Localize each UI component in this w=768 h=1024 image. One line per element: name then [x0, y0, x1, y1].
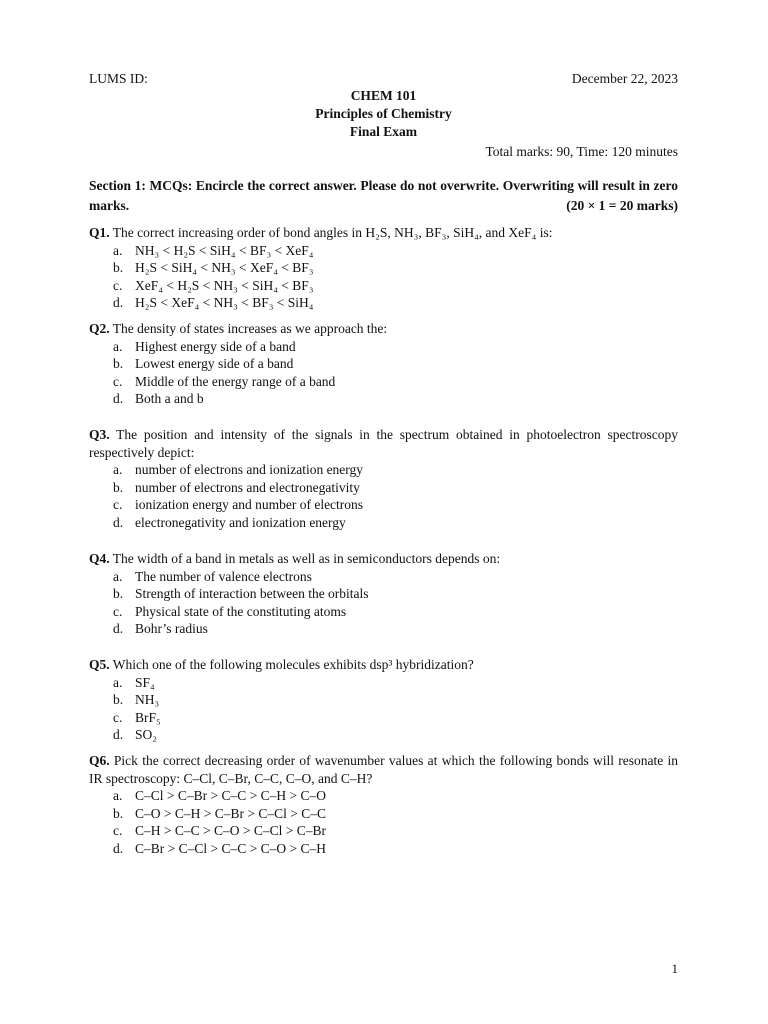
option-text: number of electrons and ionization energy — [135, 462, 364, 478]
option-a[interactable] — [89, 338, 678, 356]
option-a[interactable] — [89, 674, 678, 692]
option-c[interactable] — [89, 373, 678, 391]
total-marks-time: Total marks: 90, Time: 120 minutes — [485, 144, 678, 159]
option-label: a. — [113, 242, 123, 258]
option-label: a. — [113, 338, 123, 354]
option-label: c. — [113, 709, 123, 725]
option-b[interactable] — [89, 479, 678, 497]
section-heading — [89, 176, 678, 216]
option-label: d. — [113, 295, 124, 311]
question-6 — [89, 752, 678, 858]
question-stem — [89, 550, 678, 568]
option-list — [89, 338, 678, 408]
question-stem — [89, 752, 678, 787]
option-text: BrF₅ — [135, 709, 161, 725]
option-text: NH₃ < H₂S < SiH₄ < BF₃ < XeF₄ — [135, 242, 314, 258]
option-a[interactable] — [89, 568, 678, 586]
option-b[interactable] — [89, 355, 678, 373]
option-label: b. — [113, 692, 124, 708]
option-text: Middle of the energy range of a band — [135, 373, 336, 389]
option-label: c. — [113, 497, 123, 513]
option-label: b. — [113, 356, 124, 372]
exam-title: Final Exam — [349, 124, 418, 139]
option-text: C–Br > C–Cl > C–C > C–O > C–H — [135, 840, 326, 856]
option-a[interactable] — [89, 787, 678, 805]
option-label: a. — [113, 568, 123, 584]
option-text: Lowest energy side of a band — [135, 356, 294, 372]
option-text: H₂S < SiH₄ < NH₃ < XeF₄ < BF₃ — [135, 260, 314, 276]
lums-id-label: LUMS ID: — [89, 71, 148, 86]
exam-date: December 22, 2023 — [571, 71, 678, 86]
option-text: SF₄ — [135, 674, 155, 690]
option-c[interactable] — [89, 496, 678, 514]
question-number: Q1. — [89, 225, 110, 240]
question-text: The position and intensity of the signals in the spectrum obtained in photoelectron spectroscopy respectively depict: — [89, 427, 678, 460]
option-text: Strength of interaction between the orbitals — [135, 586, 369, 602]
option-d[interactable] — [89, 620, 678, 638]
section-marks: (20 × 1 = 20 marks) — [566, 198, 678, 213]
option-b[interactable] — [89, 585, 678, 603]
option-b[interactable] — [89, 805, 678, 823]
option-text: H₂S < XeF₄ < NH₃ < BF₃ < SiH₄ — [135, 295, 314, 311]
option-text: C–O > C–H > C–Br > C–Cl > C–C — [135, 805, 326, 821]
option-list — [89, 242, 678, 312]
option-text: XeF₄ < H₂S < NH₃ < SiH₄ < BF₃ — [135, 277, 314, 293]
question-stem — [89, 224, 678, 242]
option-label: c. — [113, 277, 123, 293]
question-1 — [89, 224, 678, 312]
option-label: c. — [113, 373, 123, 389]
option-text: Highest energy side of a band — [135, 338, 296, 354]
option-label: b. — [113, 805, 124, 821]
option-text: electronegativity and ionization energy — [135, 514, 346, 530]
option-c[interactable] — [89, 277, 678, 295]
question-number: Q4. — [89, 551, 110, 566]
question-4 — [89, 550, 678, 638]
option-list — [89, 787, 678, 857]
option-c[interactable] — [89, 709, 678, 727]
option-c[interactable] — [89, 822, 678, 840]
option-label: d. — [113, 727, 124, 743]
option-d[interactable] — [89, 390, 678, 408]
option-text: C–H > C–C > C–O > C–Cl > C–Br — [135, 823, 326, 839]
option-list — [89, 568, 678, 638]
option-label: b. — [113, 586, 124, 602]
question-text: Pick the correct decreasing order of wavenumber values at which the following bonds will resonate in IR spectroscopy: C–Cl, C–Br, C–C, C–O, and C–H? — [89, 753, 679, 786]
option-text: The number of valence electrons — [135, 568, 312, 584]
option-list — [89, 461, 678, 531]
option-label: d. — [113, 840, 124, 856]
option-text: Physical state of the constituting atoms — [135, 603, 347, 619]
option-text: ionization energy and number of electrons — [135, 497, 364, 513]
question-number: Q2. — [89, 321, 110, 336]
header-row — [89, 71, 678, 89]
option-d[interactable] — [89, 726, 678, 744]
course-title: Principles of Chemistry — [315, 106, 452, 121]
option-label: d. — [113, 514, 124, 530]
option-text: C–Cl > C–Br > C–C > C–H > C–O — [135, 788, 326, 804]
question-text: The density of states increases as we approach the: — [112, 321, 388, 336]
course-code: CHEM 101 — [350, 88, 417, 103]
option-text: Bohr’s radius — [135, 621, 208, 637]
question-text: Which one of the following molecules exhibits dsp³ hybridization? — [112, 657, 474, 672]
option-a[interactable] — [89, 242, 678, 260]
option-a[interactable] — [89, 461, 678, 479]
option-label: c. — [113, 603, 123, 619]
option-b[interactable] — [89, 691, 678, 709]
option-label: a. — [113, 462, 123, 478]
question-number: Q3. — [89, 427, 110, 442]
option-d[interactable] — [89, 840, 678, 858]
question-stem — [89, 656, 678, 674]
option-label: a. — [113, 674, 123, 690]
question-number: Q5. — [89, 657, 110, 672]
page-number: 1 — [671, 961, 678, 976]
question-text: The correct increasing order of bond angles in H₂S, NH₃, BF₃, SiH₄, and XeF₄ is: — [112, 225, 553, 240]
question-stem — [89, 320, 678, 338]
option-b[interactable] — [89, 259, 678, 277]
option-c[interactable] — [89, 603, 678, 621]
section-instructions: Section 1: MCQs: Encircle the correct answer. Please do not overwrite. Overwriting will result in zero marks. — [89, 178, 678, 213]
option-label: c. — [113, 823, 123, 839]
question-2 — [89, 320, 678, 408]
option-label: d. — [113, 391, 124, 407]
option-label: a. — [113, 788, 123, 804]
option-label: b. — [113, 479, 124, 495]
question-3 — [89, 426, 678, 532]
option-text: NH₃ — [135, 692, 160, 708]
question-text: The width of a band in metals as well as in semiconductors depends on: — [112, 551, 501, 566]
option-list — [89, 674, 678, 744]
option-text: SO₂ — [135, 727, 157, 743]
question-5 — [89, 656, 678, 744]
question-stem — [89, 426, 678, 461]
question-number: Q6. — [89, 753, 110, 768]
option-d[interactable] — [89, 514, 678, 532]
option-text: number of electrons and electronegativity — [135, 479, 360, 495]
option-label: b. — [113, 260, 124, 276]
option-label: d. — [113, 621, 124, 637]
option-d[interactable] — [89, 294, 678, 312]
option-text: Both a and b — [135, 391, 204, 407]
